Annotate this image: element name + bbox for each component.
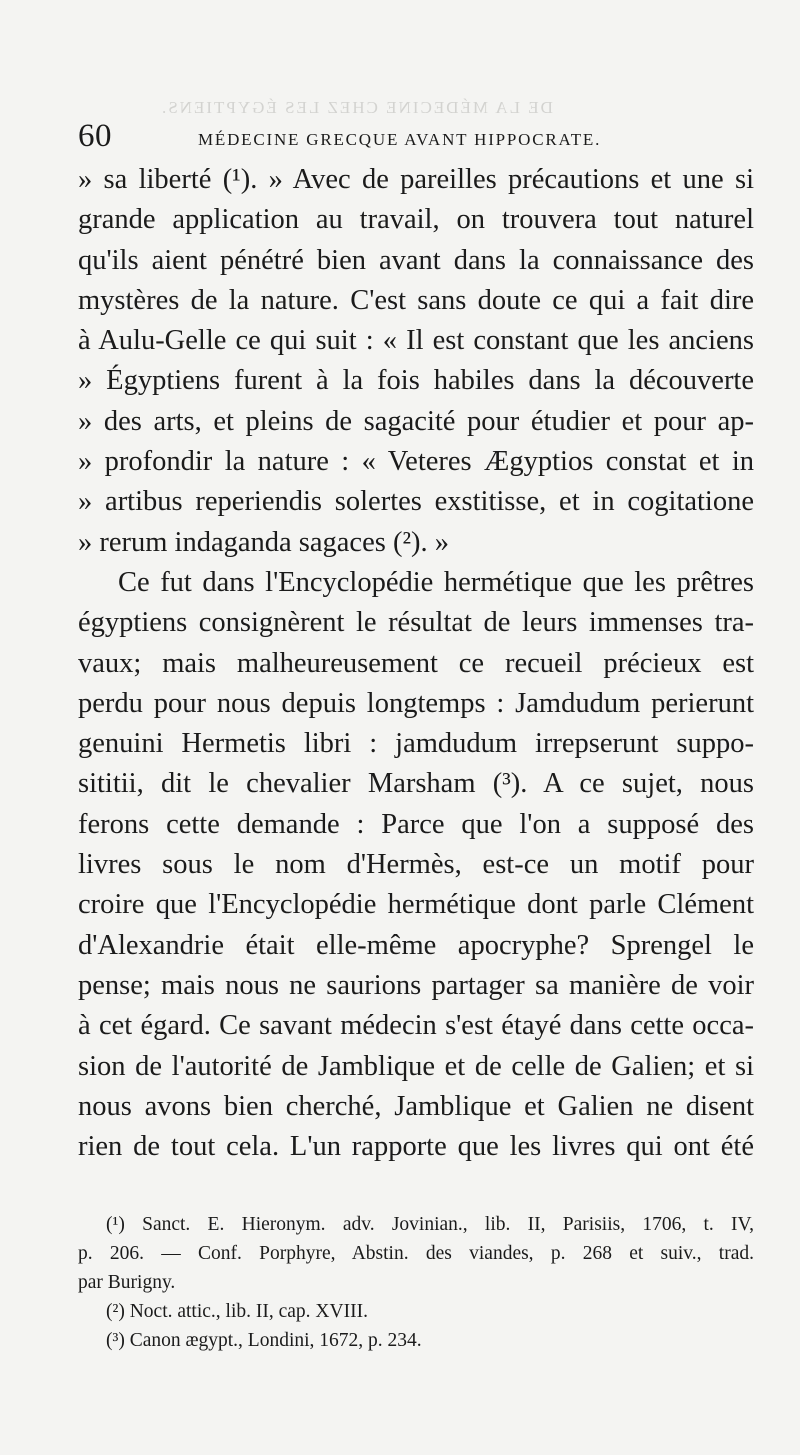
footnote-1-line-3: par Burigny. bbox=[78, 1272, 176, 1293]
text-line: » sa liberté (¹). » Avec de pareilles précautions et une si bbox=[78, 164, 754, 195]
page-header bbox=[78, 118, 758, 158]
text-line: d'Alexandrie était elle-même apocryphe? Sprengel le bbox=[78, 929, 754, 961]
text-line: » artibus reperiendis solertes exstitisse, et in cogitatione bbox=[78, 486, 754, 518]
main-text bbox=[78, 160, 754, 1167]
text-line: rien de tout cela. L'un rapporte que les livres qui ont été bbox=[78, 1131, 754, 1163]
text-line: » rerum indaganda sagaces (²). » bbox=[78, 526, 449, 558]
show-through-text: DE LA MÉDECINE CHEZ LES ÉGYPTIENS. bbox=[160, 98, 553, 117]
footnote-2: (²) Noct. attic., lib. II, cap. XVIII. bbox=[106, 1301, 368, 1322]
text-line: croire que l'Encyclopédie hermétique dont parle Clément bbox=[78, 889, 754, 921]
page-number: 60 bbox=[78, 118, 112, 154]
footnote-1-line-2: p. 206. — Conf. Porphyre, Abstin. des viandes, p. 268 et suiv., trad. bbox=[78, 1243, 754, 1264]
text-line: ferons cette demande : Parce que l'on a supposé des bbox=[78, 808, 754, 840]
text-line: sititii, dit le chevalier Marsham (³). A ce sujet, nous bbox=[78, 768, 754, 800]
running-title: MÉDECINE GRECQUE AVANT HIPPOCRATE. bbox=[198, 130, 602, 149]
footnotes bbox=[78, 1210, 754, 1355]
text-line: Ce fut dans l'Encyclopédie hermétique que les prêtres bbox=[118, 566, 754, 598]
text-line: pense; mais nous ne saurions partager sa manière de voir bbox=[78, 969, 754, 1001]
footnote-1-line-1: (¹) Sanct. E. Hieronym. adv. Jovinian., lib. II, Parisiis, 1706, t. IV, bbox=[106, 1214, 754, 1235]
footnote-3: (³) Canon ægypt., Londini, 1672, p. 234. bbox=[106, 1330, 422, 1351]
text-line: nous avons bien cherché, Jamblique et Galien ne disent bbox=[78, 1090, 754, 1122]
text-line: sion de l'autorité de Jamblique et de celle de Galien; et si bbox=[78, 1050, 754, 1082]
paragraph-2 bbox=[78, 563, 754, 1167]
text-line: » Égyptiens furent à la fois habiles dans la découverte bbox=[78, 365, 754, 397]
text-line: égyptiens consignèrent le résultat de leurs immenses tra- bbox=[78, 607, 754, 639]
text-line: à Aulu-Gelle ce qui suit : « Il est constant que les anciens bbox=[78, 325, 754, 357]
text-line: qu'ils aient pénétré bien avant dans la connaissance des bbox=[78, 244, 754, 276]
text-line: à cet égard. Ce savant médecin s'est étayé dans cette occa- bbox=[78, 1010, 754, 1042]
text-line: vaux; mais malheureusement ce recueil précieux est bbox=[78, 647, 754, 679]
text-line: mystères de la nature. C'est sans doute ce qui a fait dire bbox=[78, 284, 754, 316]
text-line: » profondir la nature : « Veteres Ægyptios constat et in bbox=[78, 446, 754, 478]
text-line: grande application au travail, on trouvera tout naturel bbox=[78, 204, 754, 236]
text-line: perdu pour nous depuis longtemps : Jamdudum perierunt bbox=[78, 687, 754, 719]
paragraph-1 bbox=[78, 160, 754, 563]
text-line: livres sous le nom d'Hermès, est-ce un motif pour bbox=[78, 849, 754, 881]
text-line: » des arts, et pleins de sagacité pour étudier et pour ap- bbox=[78, 405, 754, 437]
text-line: genuini Hermetis libri : jamdudum irrepserunt suppo- bbox=[78, 728, 754, 760]
